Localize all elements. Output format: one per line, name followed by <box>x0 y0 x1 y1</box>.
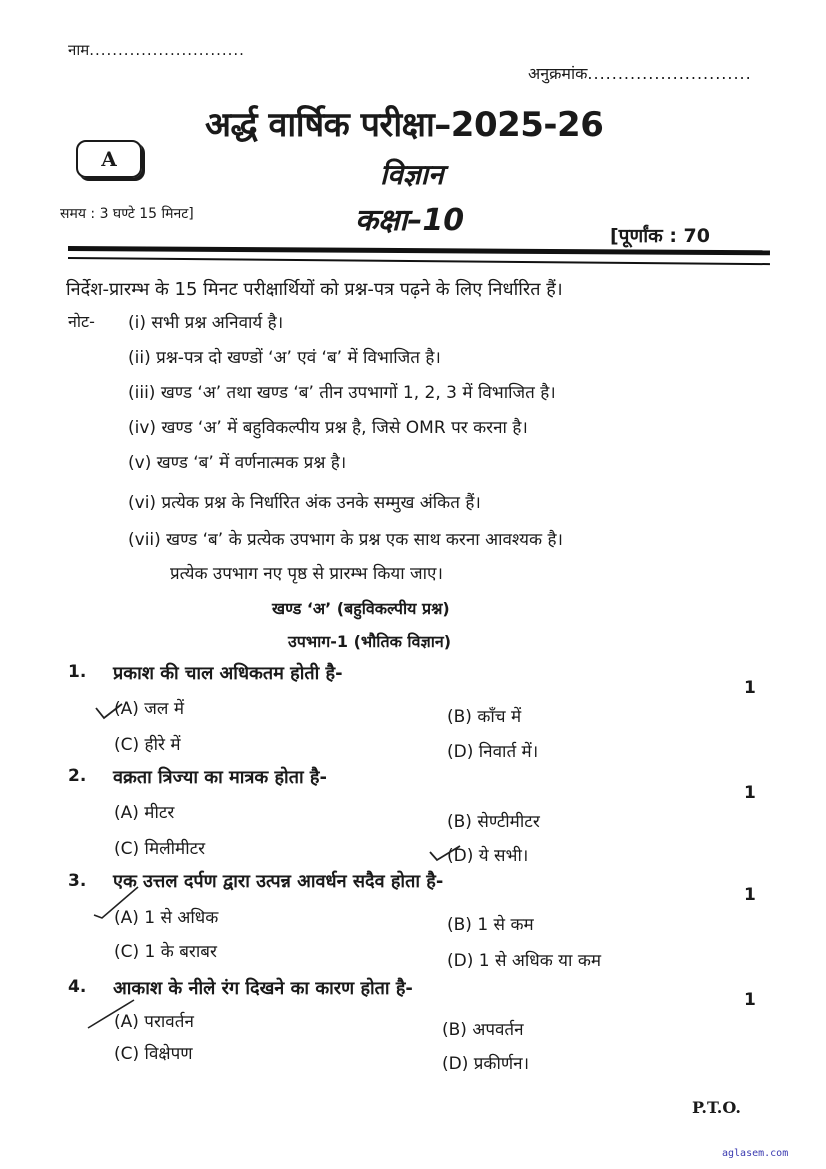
roll-dots: ........................... <box>587 64 752 83</box>
option-c: (C) 1 के बराबर <box>114 942 217 962</box>
subsection-heading: उपभाग-1 (भौतिक विज्ञान) <box>288 632 452 651</box>
option-c: (C) विक्षेपण <box>114 1044 193 1064</box>
note-item: प्रत्येक उपभाग नए पृष्ठ से प्रारम्भ किया जाए। <box>170 564 443 584</box>
roll-number-field <box>528 62 752 84</box>
question-number: 1. <box>68 662 87 682</box>
question-marks: 1 <box>744 990 756 1010</box>
handwritten-tick-icon <box>90 885 140 921</box>
question-marks: 1 <box>744 678 756 698</box>
option-a: (A) जल में <box>114 699 185 719</box>
class-title: कक्षा–10 <box>355 203 465 238</box>
option-d: (D) निवार्त में। <box>447 742 539 762</box>
question-text: आकाश के नीले रंग दिखने का कारण होता है- <box>113 978 413 999</box>
series-badge: A <box>76 140 142 178</box>
time-allowed: समय : 3 घण्टे 15 मिनट] <box>60 206 194 222</box>
option-d: (D) प्रकीर्णन। <box>442 1054 530 1074</box>
handwritten-tick-icon <box>428 844 462 864</box>
name-dots: ........................... <box>89 41 245 59</box>
note-label: नोट- <box>68 312 95 331</box>
header-divider-thin <box>68 257 770 265</box>
option-d: (D) 1 से अधिक या कम <box>447 951 602 971</box>
option-a: (A) परावर्तन <box>114 1012 194 1032</box>
question-marks: 1 <box>744 783 756 803</box>
pto-label: P.T.O. <box>692 1098 741 1117</box>
option-c: (C) हीरे में <box>114 735 181 755</box>
name-label: नाम <box>68 41 90 59</box>
subject-title: विज्ञान <box>380 158 444 191</box>
question-text: एक उत्तल दर्पण द्वारा उत्पन्न आवर्धन सदैव होता है- <box>113 871 444 892</box>
watermark: aglasem.com <box>722 1148 789 1159</box>
option-b: (B) काँच में <box>447 707 522 727</box>
direction-text: निर्देश-प्रारम्भ के 15 मिनट परीक्षार्थियों को प्रश्न-पत्र पढ़ने के लिए निर्धारित हैं। <box>66 279 563 300</box>
note-item: (vi) प्रत्येक प्रश्न के निर्धारित अंक उनके सम्मुख अंकित हैं। <box>128 493 481 513</box>
question-text: वक्रता त्रिज्या का मात्रक होता है- <box>113 767 327 788</box>
note-item: (ii) प्रश्न-पत्र दो खण्डों ‘अ’ एवं ‘ब’ में विभाजित है। <box>128 348 441 368</box>
question-number: 3. <box>68 871 87 891</box>
handwritten-tick-icon <box>86 996 136 1030</box>
question-marks: 1 <box>744 885 756 905</box>
question-number: 2. <box>68 766 87 786</box>
note-item: (v) खण्ड ‘ब’ में वर्णनात्मक प्रश्न है। <box>128 453 347 473</box>
question-text: प्रकाश की चाल अधिकतम होती है- <box>113 663 343 684</box>
option-b: (B) सेण्टीमीटर <box>447 812 540 832</box>
handwritten-tick-icon <box>94 700 124 722</box>
option-c: (C) मिलीमीटर <box>114 839 206 859</box>
max-marks: [पूर्णांक : 70 <box>610 225 710 247</box>
option-a: (A) मीटर <box>114 803 175 823</box>
note-item: (vii) खण्ड ‘ब’ के प्रत्येक उपभाग के प्रश्न एक साथ करना आवश्यक है। <box>128 530 563 550</box>
option-b: (B) अपवर्तन <box>442 1020 524 1040</box>
option-d: (D) ये सभी। <box>447 846 529 866</box>
option-b: (B) 1 से कम <box>447 915 534 935</box>
name-field <box>68 40 245 60</box>
option-a: (A) 1 से अधिक <box>114 908 219 928</box>
roll-label: अनुक्रमांक <box>528 64 588 83</box>
note-item: (iii) खण्ड ‘अ’ तथा खण्ड ‘ब’ तीन उपभागों 1, 2, 3 में विभाजित है। <box>128 383 556 403</box>
note-item: (iv) खण्ड ‘अ’ में बहुविकल्पीय प्रश्न है, जिसे OMR पर करना है। <box>128 418 528 438</box>
note-item: (i) सभी प्रश्न अनिवार्य है। <box>128 313 284 333</box>
section-heading: खण्ड ‘अ’ (बहुविकल्पीय प्रश्न) <box>272 599 450 618</box>
question-number: 4. <box>68 977 87 997</box>
exam-title: अर्द्ध वार्षिक परीक्षा–2025-26 <box>205 105 604 145</box>
